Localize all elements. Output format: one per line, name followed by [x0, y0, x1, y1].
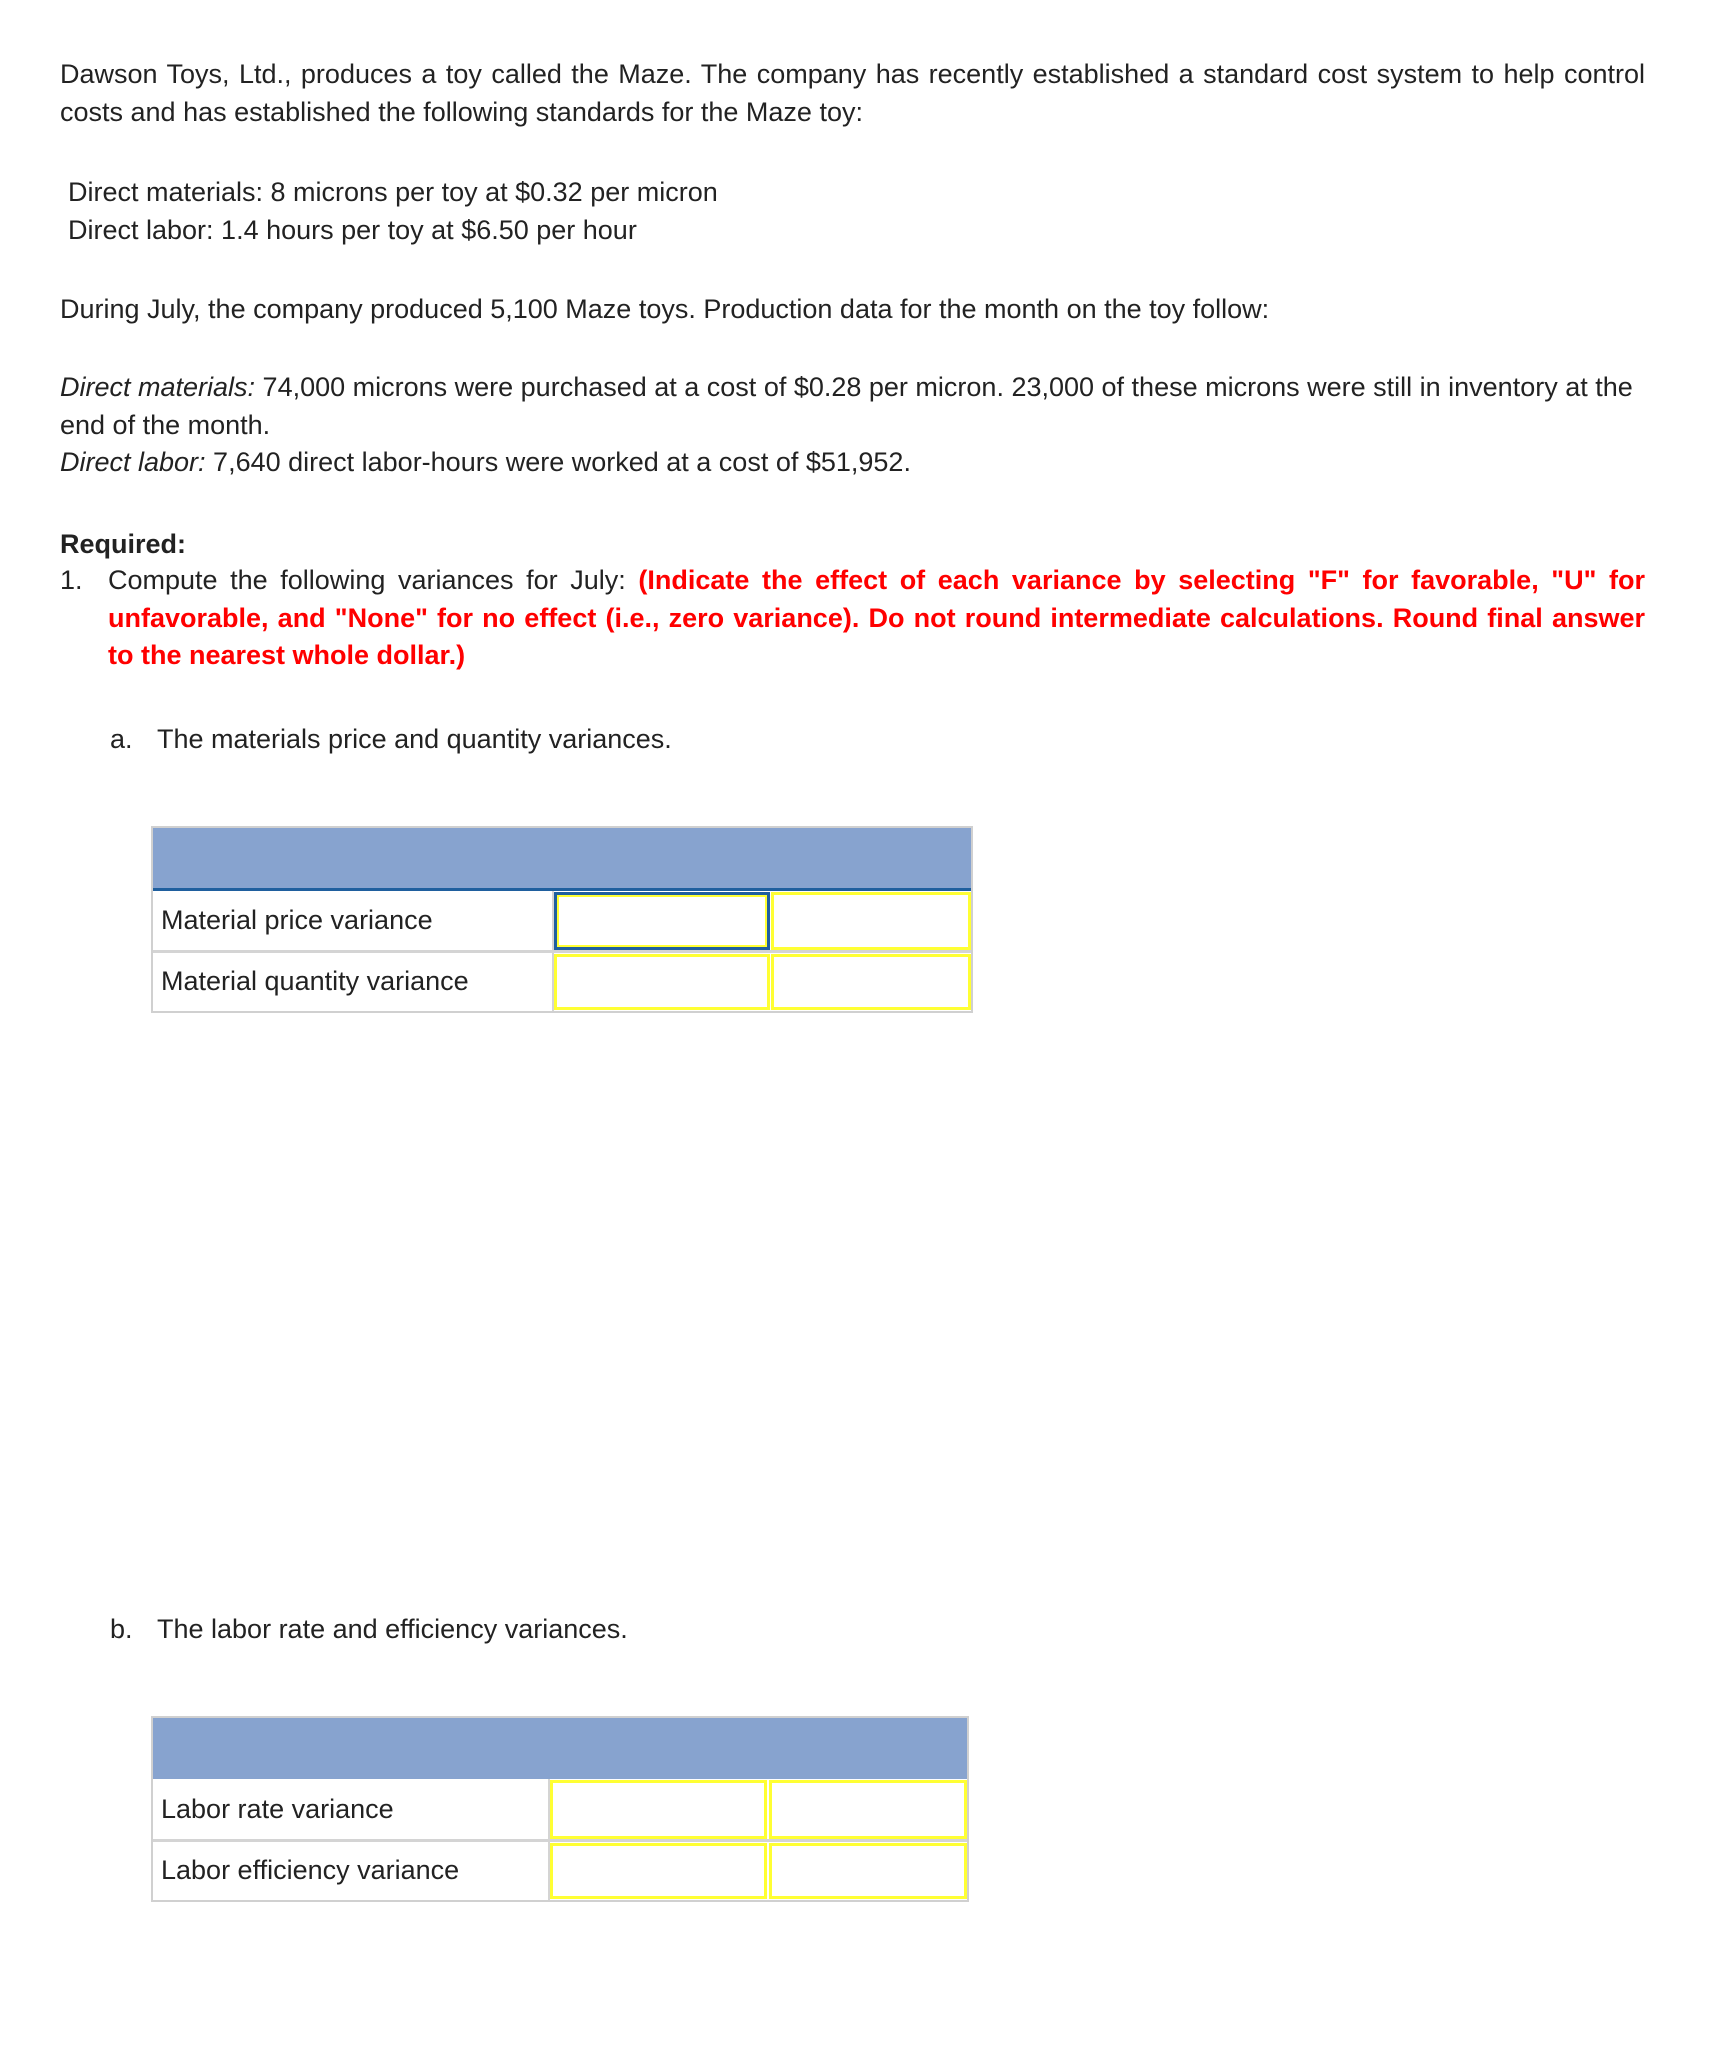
- part-a-prompt: [110, 721, 672, 759]
- standard-direct-materials: Direct materials: 8 microns per toy at $0.32 per micron: [68, 177, 718, 207]
- effect-field[interactable]: [772, 1783, 964, 1836]
- material-price-variance-effect-select[interactable]: [771, 892, 971, 950]
- effect-field[interactable]: [772, 1846, 964, 1896]
- labor-data: [60, 444, 1645, 482]
- materials-variance-table: [151, 826, 973, 1013]
- table-header: [153, 828, 971, 891]
- item-body: [108, 562, 1645, 675]
- part-a-text: The materials price and quantity variances.: [157, 724, 672, 754]
- material-price-variance-amount-input[interactable]: [554, 892, 770, 950]
- labor-data-text: 7,640 direct labor-hours were worked at a cost of $51,952.: [205, 447, 911, 477]
- problem-intro: Dawson Toys, Ltd., produces a toy called the Maze. The company has recently established a standard cost system to help control costs and has established the following standards for the Maze toy:: [60, 59, 1645, 127]
- amount-field[interactable]: [557, 957, 767, 1007]
- materials-data-text: 74,000 microns were purchased at a cost of $0.28 per micron. 23,000 of these microns were still in inventory at the end of the month.: [60, 372, 1633, 440]
- part-b-text: The labor rate and efficiency variances.: [157, 1614, 628, 1644]
- table-row: [153, 891, 971, 951]
- materials-data-label: Direct materials:: [60, 372, 256, 402]
- labor-data-label: Direct labor:: [60, 447, 206, 477]
- amount-field[interactable]: [557, 895, 767, 947]
- item-number: 1.: [60, 565, 83, 595]
- materials-data: [60, 369, 1645, 444]
- effect-field[interactable]: [774, 895, 968, 947]
- labor-efficiency-variance-amount-input[interactable]: [550, 1843, 767, 1899]
- standard-direct-labor: Direct labor: 1.4 hours per toy at $6.50 per hour: [68, 214, 637, 245]
- standards-list: [68, 174, 1268, 249]
- table-row: [153, 950, 971, 1011]
- amount-field[interactable]: [553, 1846, 764, 1896]
- required-heading: Required:: [60, 529, 187, 559]
- labor-efficiency-variance-effect-select[interactable]: [769, 1843, 967, 1899]
- row-label: Material price variance: [153, 891, 554, 951]
- row-label: Labor efficiency variance: [153, 1842, 550, 1900]
- part-a-letter: a.: [110, 724, 133, 754]
- labor-rate-variance-effect-select[interactable]: [769, 1780, 967, 1839]
- instruction-text: (Indicate the effect of each variance by selecting "F" for favorable, "U" for unfavorable, and "None" for no effect (i.e., zero variance). Do not round intermediate calculations. Round final answer to the nearest whole dollar.): [108, 565, 1645, 670]
- row-label: Material quantity variance: [153, 953, 554, 1011]
- row-label: Labor rate variance: [153, 1779, 550, 1840]
- part-b-letter: b.: [110, 1614, 133, 1644]
- labor-variance-table: [151, 1716, 969, 1902]
- required-item-1: [60, 562, 1645, 675]
- production-intro: During July, the company produced 5,100 Maze toys. Production data for the month on the toy follow:: [60, 294, 1270, 324]
- table-header: [153, 1718, 967, 1779]
- material-quantity-variance-amount-input[interactable]: [554, 954, 770, 1010]
- table-row: [153, 1839, 967, 1900]
- production-data: [60, 369, 1645, 482]
- labor-rate-variance-amount-input[interactable]: [550, 1780, 767, 1839]
- amount-field[interactable]: [553, 1783, 764, 1836]
- effect-field[interactable]: [774, 957, 968, 1007]
- material-quantity-variance-effect-select[interactable]: [771, 954, 971, 1010]
- table-row: [153, 1779, 967, 1840]
- item-text: Compute the following variances for July:: [108, 565, 639, 595]
- part-b-prompt: [110, 1611, 628, 1649]
